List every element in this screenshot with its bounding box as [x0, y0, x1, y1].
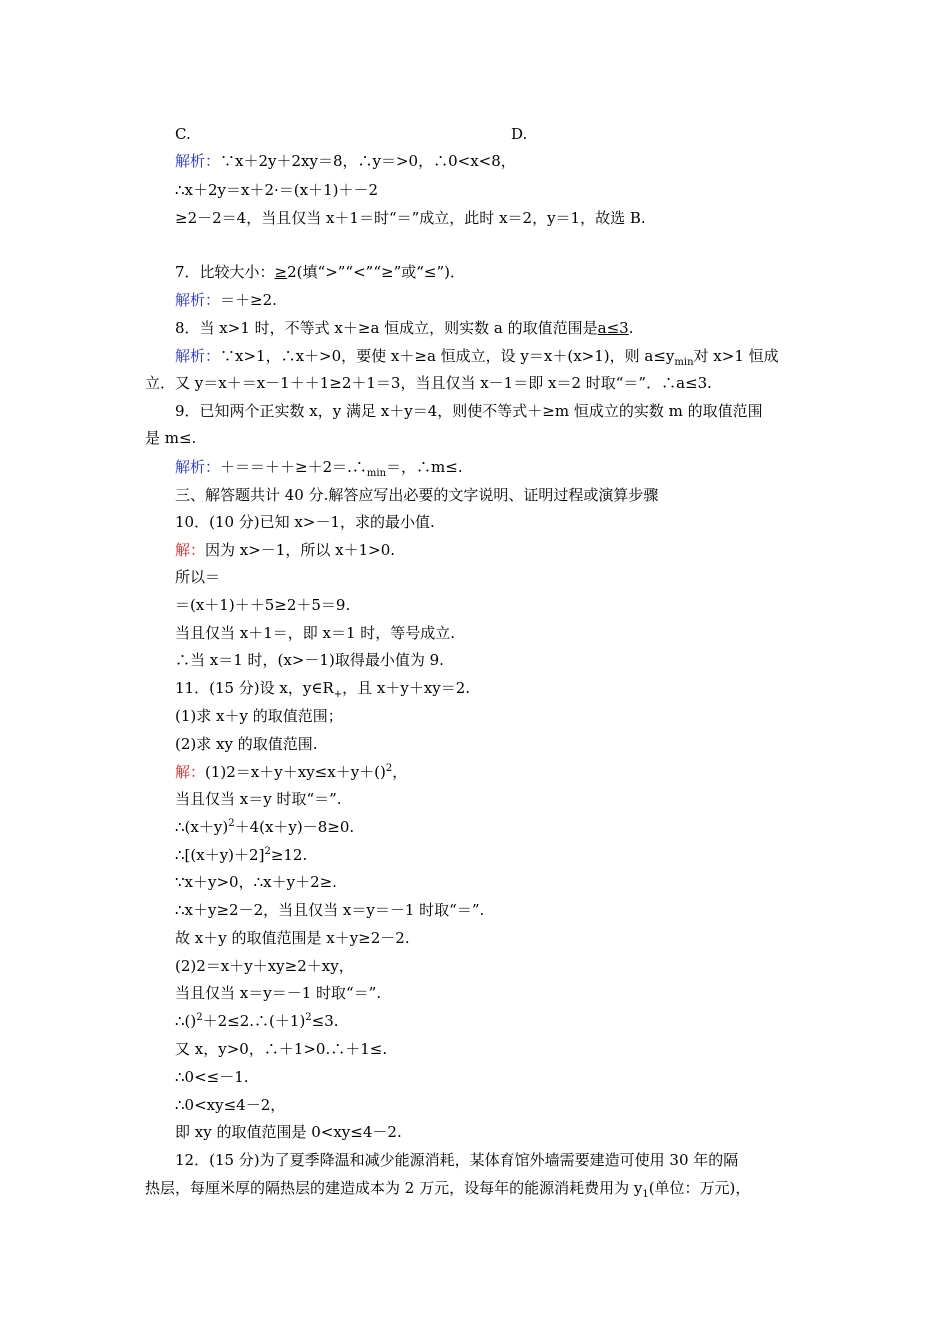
- q12-question-line-1: 12．(15 分)为了夏季降温和减少能源消耗，某体育馆外墙需要建造可使用 30 年的隔: [175, 1151, 739, 1169]
- q10-solution-line-5: ∴当 x＝1 时，(x>－1)取得最小值为 9.: [175, 651, 444, 669]
- q10-solution-line-2: 所以＝: [175, 568, 221, 586]
- q12-question-line-2: 热层，每厘米厚的隔热层的建造成本为 2 万元，设每年的能源消耗费用为 $y_1$(单位：万元)，: [145, 1179, 751, 1200]
- q6-analysis-line-1: 解析：∵x＋2y＋2xy＝8，∴y＝>0，∴0<x<8，: [175, 152, 516, 170]
- q11-solution-line-7: 故 x＋y 的取值范围是 x＋y≥2－2.: [175, 929, 410, 947]
- q8-question: 8．当 x>1 时，不等式 x＋≥a 恒成立，则实数 a 的取值范围是a≤3.: [175, 319, 634, 337]
- q10-solution-line-3: ＝(x＋1)＋＋5≥2＋5＝9.: [175, 596, 351, 614]
- q8-analysis-line-2: 立．又 y＝x＋＝x－1＋＋1≥2＋1＝3，当且仅当 x－1＝即 x＝2 时取“＝”．∴a≤3.: [145, 374, 712, 392]
- q11-solution-line-13: ∴0<xy≤4－2，: [175, 1096, 286, 1114]
- q10-question: 10．(10 分)已知 x>－1，求的最小值.: [175, 513, 435, 531]
- analysis-label: 解析：: [175, 458, 221, 476]
- q11-solution-line-2: 当且仅当 x＝y 时取“＝”.: [175, 790, 342, 808]
- q10-solution-line-1: 解：因为 x>－1，所以 x＋1>0.: [175, 541, 396, 559]
- q7-analysis: 解析：＝＋≥2.: [175, 291, 277, 309]
- option-c: C.: [175, 125, 191, 143]
- q11-question: 11．(15 分)设 x，$y\in R_+$，且 x＋y＋xy＝2.: [175, 679, 471, 700]
- q11-solution-line-11: 又 x，y>0，∴＋1>0.∴＋1≤.: [175, 1040, 388, 1058]
- q6-analysis-line-2: ∴x＋2y＝x＋2·＝(x＋1)＋－2: [175, 181, 379, 199]
- q11-part-1: (1)求 x＋y 的取值范围；: [175, 707, 343, 725]
- q8-answer: a≤3: [597, 319, 629, 337]
- q11-solution-line-10: $\therefore()^2+2\le 2.\therefore(+1)^2\le 3$.: [175, 1012, 339, 1030]
- q6-analysis-line-3: ≥2－2＝4，当且仅当 x＋1＝时“＝”成立，此时 x＝2，y＝1，故选 B.: [175, 209, 646, 227]
- q8-analysis-line-1: 解析：∵x>1，∴x＋>0，要使 x＋≥a 恒成立，设 y＝x＋(x>1)，则 $a\le y_{min}$对 x>1 恒成: [175, 347, 779, 368]
- q11-solution-line-1: 解：(1)2＝x＋y＋xy≤x＋y＋()$^2$，: [175, 763, 408, 781]
- q11-solution-line-3: $\therefore(x+y)^2+4(x+y)-8\ge 0$.: [175, 818, 355, 836]
- q11-solution-line-12: ∴0<≤－1.: [175, 1068, 249, 1086]
- q11-part-2: (2)求 xy 的取值范围.: [175, 735, 318, 753]
- q10-solution-line-4: 当且仅当 x＋1＝，即 x＝1 时，等号成立.: [175, 624, 456, 642]
- q11-solution-line-9: 当且仅当 x＝y＝－1 时取“＝”.: [175, 984, 382, 1002]
- q11-solution-line-4: $\therefore[(x+y)+2]^2\ge 12$.: [175, 846, 308, 864]
- analysis-label: 解析：: [175, 347, 221, 365]
- q11-solution-line-8: (2)2＝x＋y＋xy≥2＋xy，: [175, 957, 354, 975]
- q11-solution-line-14: 即 xy 的取值范围是 0<xy≤4－2.: [175, 1123, 402, 1141]
- q7-question: 7．比较大小：≥2(填“>”“<”“≥”或“≤”)．: [175, 263, 465, 281]
- section-3-heading: 三、解答题共计 40 分.解答应写出必要的文字说明、证明过程或演算步骤: [175, 486, 659, 504]
- q11-solution-line-6: ∴x＋y≥2－2，当且仅当 x＝y＝－1 时取“＝”.: [175, 901, 485, 919]
- analysis-label: 解析：: [175, 152, 221, 170]
- q11-solution-line-5: ∵x＋y>0，∴x＋y＋2≥.: [175, 873, 337, 891]
- q9-question-line-2: 是 m≤.: [145, 429, 197, 447]
- q7-answer: ≥: [274, 263, 288, 281]
- q9-analysis: 解析：$+==++\ge+2=.\therefore_{min}=$，∴m≤.: [175, 458, 463, 479]
- solution-label: 解：: [175, 763, 206, 781]
- solution-label: 解：: [175, 541, 206, 559]
- option-d: D.: [511, 125, 528, 143]
- analysis-label: 解析：: [175, 291, 221, 309]
- q9-question-line-1: 9．已知两个正实数 x，y 满足 x＋y＝4，则使不等式＋≥m 恒成立的实数 m 的取值范围: [175, 402, 763, 420]
